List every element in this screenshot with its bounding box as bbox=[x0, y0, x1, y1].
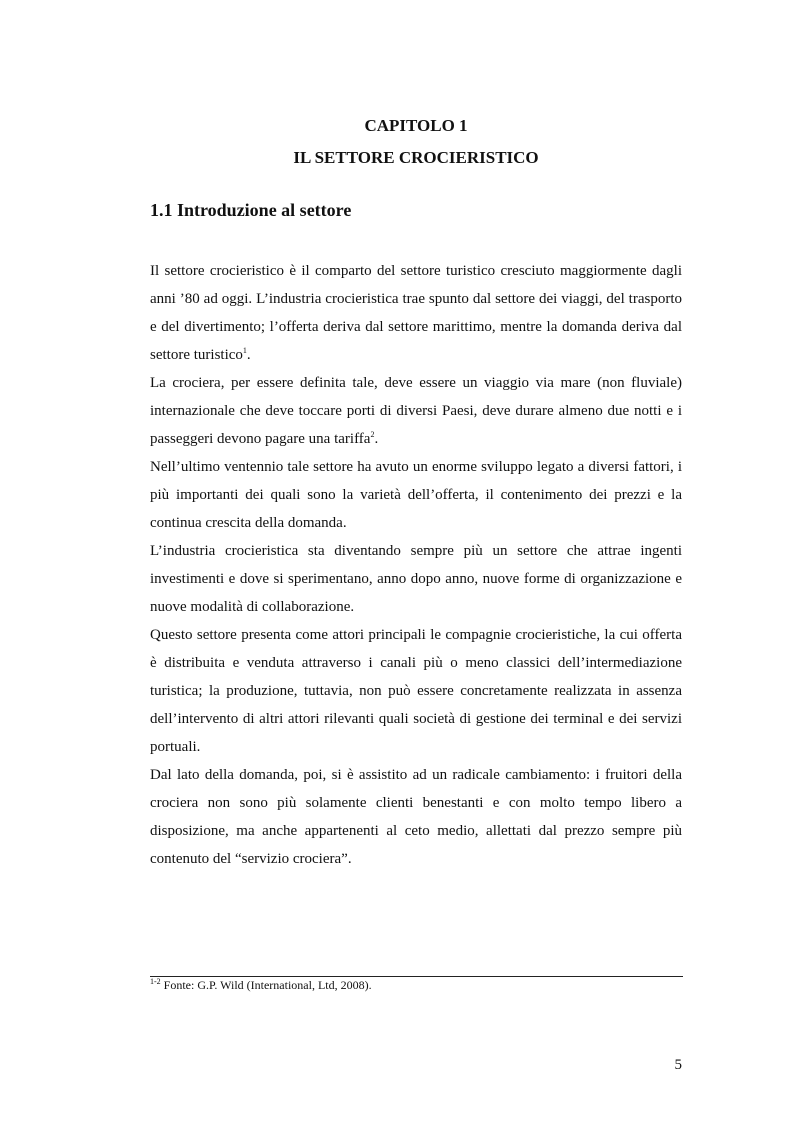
chapter-title: IL SETTORE CROCIERISTICO bbox=[293, 148, 539, 167]
body-text bbox=[150, 257, 682, 873]
section-heading: 1.1 Introduzione al settore bbox=[150, 200, 352, 220]
footnote-text: Fonte: G.P. Wild (International, Ltd, 2008). bbox=[160, 978, 372, 992]
paragraph-text: La crociera, per essere definita tale, deve essere un viaggio via mare (non fluviale) internazionale che deve toccare porti di diversi Paesi, deve durare almeno due notti e i passeggeri devono pagare una tariffa bbox=[150, 375, 682, 447]
page-number: 5 bbox=[674, 1057, 682, 1073]
footnote-reference: 1 bbox=[242, 346, 247, 355]
footnote bbox=[150, 977, 372, 993]
paragraph-tail: . bbox=[374, 431, 379, 447]
paragraph: Questo settore presenta come attori principali le compagnie crocieristiche, la cui offerta è distribuita e venduta attraverso i canali più o meno classici dell’intermediazione turistica; la produzione, tuttavia, non può essere concretamente realizzata in assenza dell’intervento di altri attori rilevanti quali società di gestione dei terminal e dei servizi portuali. bbox=[150, 627, 682, 755]
footnote-marker: 1-2 bbox=[150, 977, 161, 986]
footnote-reference: 2 bbox=[370, 430, 375, 439]
paragraph-tail: . bbox=[246, 347, 251, 363]
paragraph bbox=[150, 257, 682, 369]
paragraph: Dal lato della domanda, poi, si è assistito ad un radicale cambiamento: i fruitori della crociera non sono più solamente clienti benestanti e con molto tempo libero a disposizione, ma anche appartenenti al ceto medio, allettati dal prezzo sempre più contenuto del “servizio crociera”. bbox=[150, 767, 682, 867]
paragraph: L’industria crocieristica sta diventando sempre più un settore che attrae ingenti investimenti e dove si sperimentano, anno dopo anno, nuove forme di organizzazione e nuove modalità di collaborazione. bbox=[150, 543, 682, 615]
paragraph-text: Il settore crocieristico è il comparto del settore turistico cresciuto maggiormente dagli anni ’80 ad oggi. L’industria crocieristica trae spunto dal settore dei viaggi, del trasporto e del divertimento; l’offerta deriva dal settore marittimo, mentre la domanda deriva dal settore turistico bbox=[150, 263, 682, 363]
paragraph bbox=[150, 369, 682, 453]
chapter-label: CAPITOLO 1 bbox=[364, 116, 468, 135]
paragraph: Nell’ultimo ventennio tale settore ha avuto un enorme sviluppo legato a diversi fattori, i più importanti dei quali sono la varietà dell’offerta, il contenimento dei prezzi e la continua crescita della domanda. bbox=[150, 459, 682, 531]
